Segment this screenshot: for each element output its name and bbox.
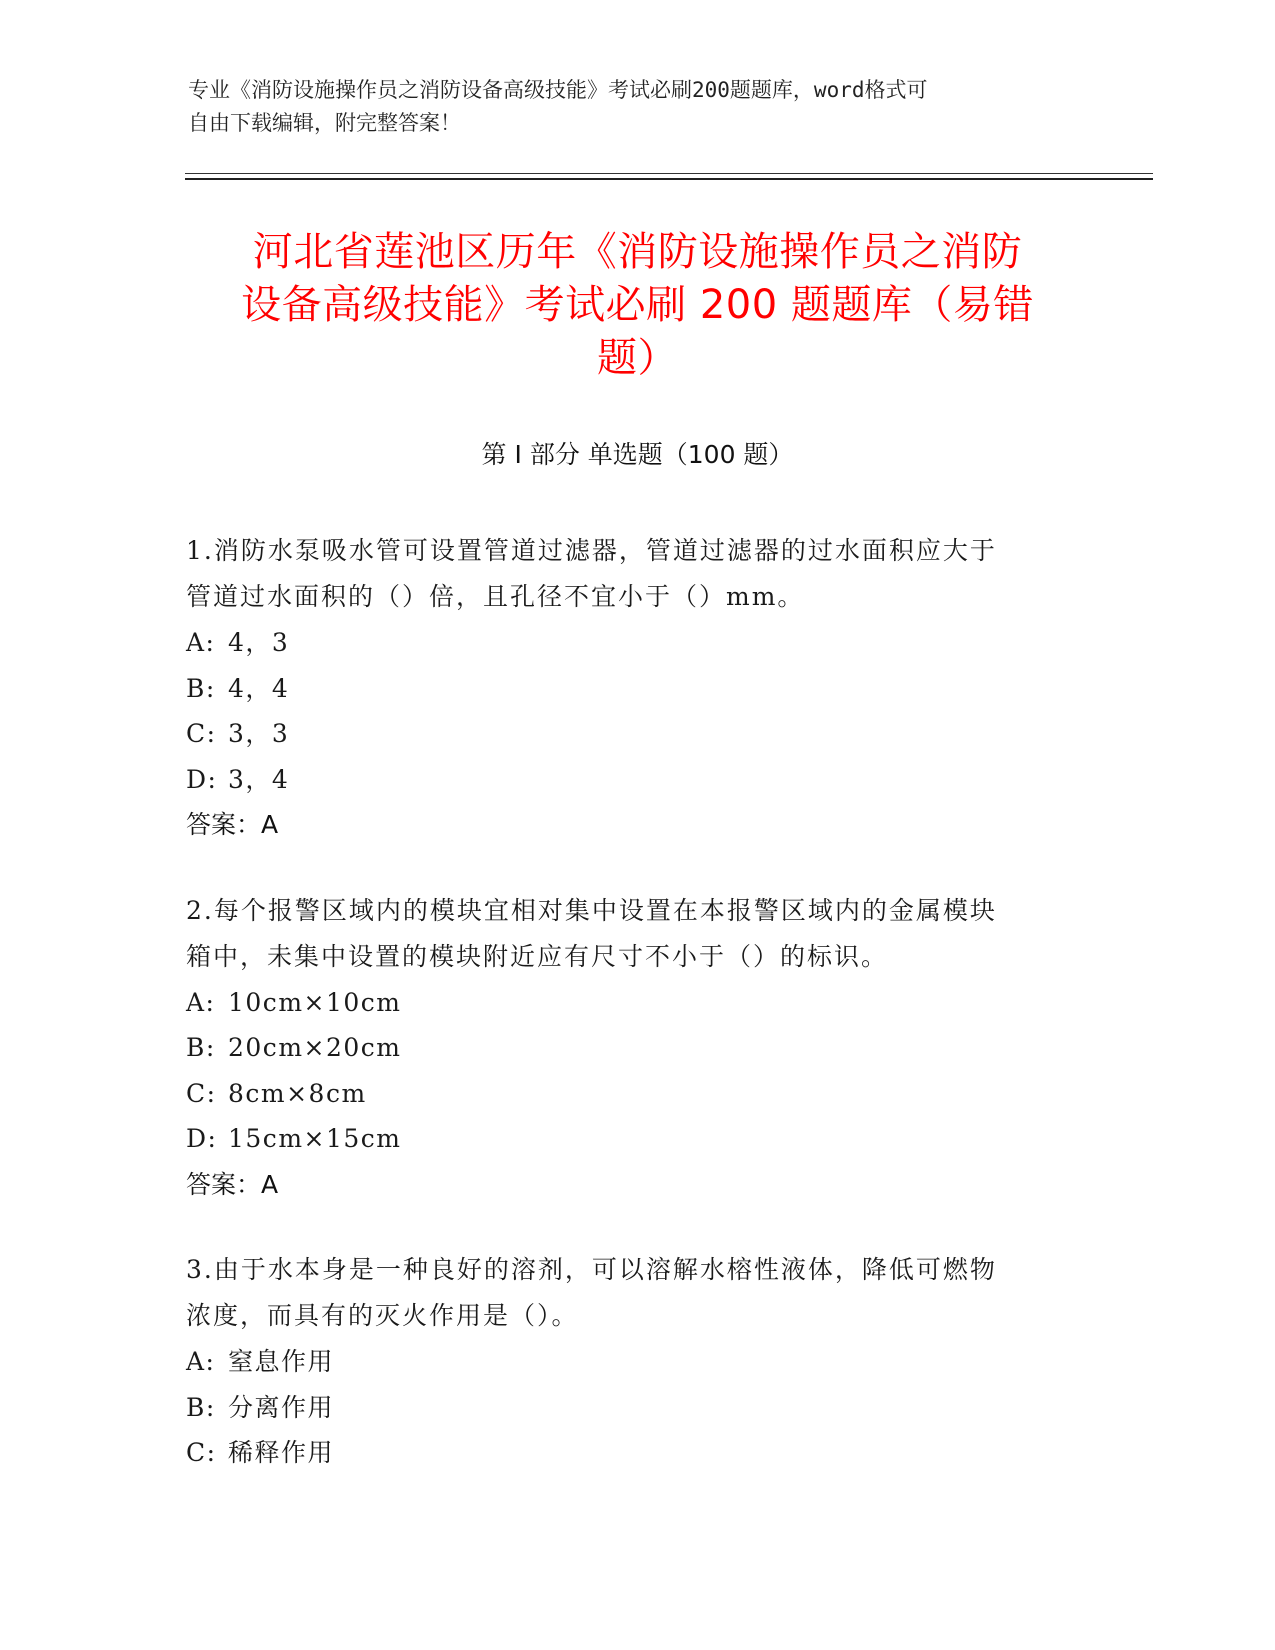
option-letter: B: [186,1033,216,1062]
option-letter: B: [186,1392,216,1422]
header-divider-thin [185,173,1153,174]
question-text-line: 箱中，未集中设置的模块附近应有尺寸不小于（）的标识。 [186,941,889,971]
option-a [186,620,1076,666]
title-line-3: 题） [597,335,678,381]
question-text-line: 管道过水面积的（）倍，且孔径不宜小于（）mm。 [186,582,805,611]
option-letter: D: [186,764,218,794]
question-text-line: 浓度，而具有的灭火作用是（）。 [186,1301,579,1330]
option-letter: C: [186,1078,217,1108]
option-text: 分离作用 [228,1392,335,1422]
section-title: 第 I 部分 单选题（100 题） [481,440,794,469]
option-text: 15cm×15cm [228,1124,402,1153]
option-b [186,1385,1076,1431]
title-line-2: 设备高级技能》考试必刷 200 题题库（易错 [241,282,1034,328]
question-1 [186,528,1076,848]
title-line-1: 河北省莲池区历年《消防设施操作员之消防 [252,229,1023,275]
option-text: 20cm×20cm [228,1033,402,1062]
question-text-line: 3.由于水本身是一种良好的溶剂，可以溶解水榕性液体，降低可燃物 [186,1255,997,1284]
option-c [186,1071,1076,1117]
option-letter: A: [186,1347,216,1376]
option-text: 窒息作用 [228,1347,335,1376]
question-list [186,528,1076,1516]
question-text [186,1247,1076,1339]
option-a [186,1339,1076,1385]
header-note-line-1: 专业《消防设施操作员之消防设备高级技能》考试必刷200题题库，word格式可 [188,78,928,102]
option-text: 10cm×10cm [228,987,402,1017]
option-a [186,980,1076,1026]
option-letter: B: [186,673,216,703]
option-letter: A: [186,987,216,1017]
option-letter: C: [186,1438,217,1467]
option-text: 4，4 [228,673,290,703]
option-b [186,1025,1076,1071]
option-text: 稀释作用 [228,1438,335,1467]
question-text-line: 2.每个报警区域内的模块宜相对集中设置在本报警区域内的金属模块 [186,895,997,925]
option-d [186,757,1076,803]
answer-line: 答案：A [186,810,279,839]
option-c [186,1430,1076,1476]
question-text [186,888,1076,980]
option-text: 3，4 [228,764,290,794]
header-divider-thick [185,178,1153,180]
question-2 [186,888,1076,1208]
header-note [188,74,1068,140]
option-letter: A: [186,628,216,657]
question-text [186,528,1076,620]
answer-line: 答案：A [186,1169,279,1199]
option-d [186,1116,1076,1162]
option-c [186,711,1076,757]
option-text: 4，3 [228,628,290,657]
option-text: 3，3 [228,719,290,748]
question-3 [186,1247,1076,1476]
option-letter: D: [186,1124,218,1153]
header-note-line-2: 自由下载编辑，附完整答案！ [188,111,461,135]
option-b [186,666,1076,712]
document-title [185,226,1090,385]
question-text-line: 1.消防水泵吸水管可设置管道过滤器，管道过滤器的过水面积应大于 [186,536,997,565]
option-text: 8cm×8cm [228,1078,367,1108]
option-letter: C: [186,719,217,748]
